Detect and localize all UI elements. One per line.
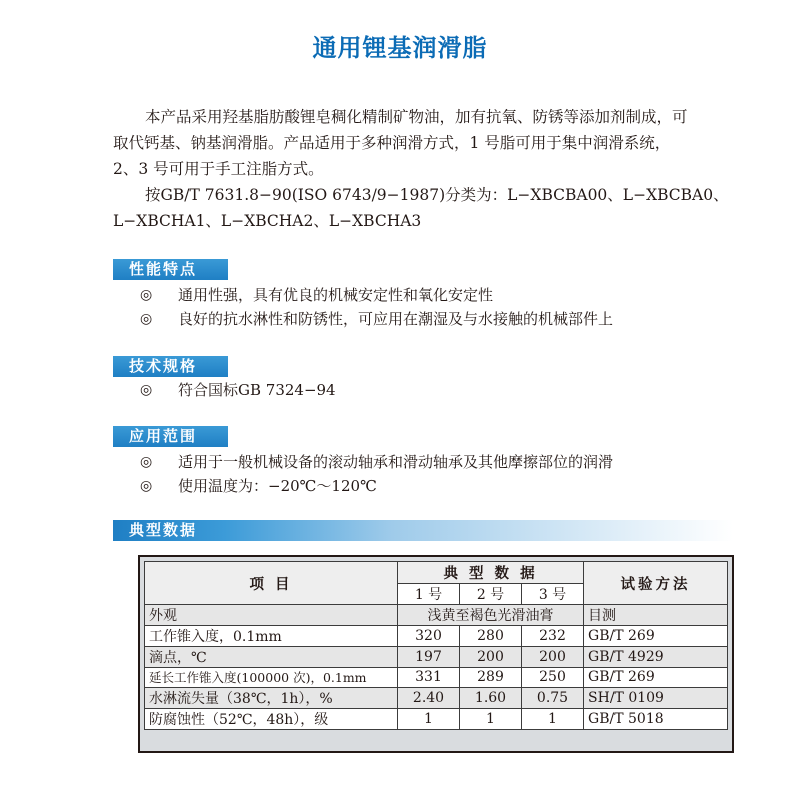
cell-value: 2.40 [398, 687, 460, 708]
cell-method: GB/T 269 [584, 626, 728, 647]
header-grade: 2 号 [460, 584, 522, 605]
bullet-icon: ◎ [140, 478, 153, 494]
cell-value: 200 [522, 647, 584, 668]
cell-method: 目测 [584, 605, 728, 626]
header-grade: 3 号 [522, 584, 584, 605]
cell-item: 滴点，℃ [145, 647, 398, 668]
table-row [145, 605, 728, 626]
page-title: 通用锂基润滑脂 [312, 34, 488, 62]
specs-list [140, 378, 760, 402]
header-method: 试验方法 [584, 562, 728, 605]
list-item [140, 450, 760, 474]
cell-value: 289 [460, 668, 522, 688]
bullet-icon: ◎ [140, 287, 153, 303]
cell-item: 防腐蚀性（52℃，48h），级 [145, 708, 398, 729]
cell-item: 工作锥入度，0.1mm [145, 626, 398, 647]
list-item [140, 474, 760, 498]
bullet-icon: ◎ [140, 454, 153, 470]
cell-item: 外观 [145, 605, 398, 626]
intro-line: L−XBCHA1、L−XBCHA2、L−XBCHA3 [113, 212, 422, 230]
cell-value: 0.75 [522, 687, 584, 708]
list-item-text: 通用性强，具有优良的机械安定性和氧化安定性 [178, 286, 494, 304]
cell-value: 320 [398, 626, 460, 647]
bullet-icon: ◎ [140, 311, 153, 327]
table-row [145, 687, 728, 708]
section-header-specs: 技术规格 [113, 356, 228, 377]
list-item-text: 使用温度为：−20℃～120℃ [178, 477, 377, 495]
cell-value: 331 [398, 668, 460, 688]
table-row [145, 708, 728, 729]
intro-line: 取代钙基、钠基润滑脂。产品适用于多种润滑方式，1 号脂可用于集中润滑系统， [113, 134, 671, 152]
cell-method: SH/T 0109 [584, 687, 728, 708]
cell-value: 浅黄至褐色光滑油膏 [398, 605, 584, 626]
header-item: 项 目 [145, 562, 398, 605]
cell-value: 1 [460, 708, 522, 729]
cell-value: 232 [522, 626, 584, 647]
cell-item: 水淋流失量（38℃，1h），% [145, 687, 398, 708]
cell-value: 200 [460, 647, 522, 668]
table-row [145, 647, 728, 668]
typical-data-table [144, 561, 728, 730]
bullet-icon: ◎ [140, 382, 153, 398]
list-item [140, 283, 760, 307]
list-item-text: 适用于一般机械设备的滚动轴承和滑动轴承及其他摩擦部位的润滑 [178, 453, 614, 471]
cell-value: 197 [398, 647, 460, 668]
cell-method: GB/T 269 [584, 668, 728, 688]
section-header-typical-data: 典型数据 [113, 520, 733, 541]
performance-list [140, 283, 760, 331]
list-item-text: 良好的抗水淋性和防锈性，可应用在潮湿及与水接触的机械部件上 [178, 310, 614, 328]
table-header-row [145, 562, 728, 584]
table-row [145, 626, 728, 647]
application-list [140, 450, 760, 498]
cell-method: GB/T 4929 [584, 647, 728, 668]
intro-line: 2、3 号可用于手工注脂方式。 [113, 160, 324, 178]
list-item-text: 符合国标GB 7324−94 [178, 381, 336, 399]
list-item [140, 307, 760, 331]
list-item [140, 378, 760, 402]
cell-value: 1.60 [460, 687, 522, 708]
cell-value: 1 [398, 708, 460, 729]
intro-line: 按GB/T 7631.8−90(ISO 6743/9−1987)分类为：L−XBCBA00、L−XBCBA0、 [145, 186, 729, 204]
cell-value: 1 [522, 708, 584, 729]
header-grade: 1 号 [398, 584, 460, 605]
header-typical: 典 型 数 据 [398, 562, 584, 584]
cell-method: GB/T 5018 [584, 708, 728, 729]
intro-paragraph [113, 104, 753, 234]
typical-data-table-frame [138, 555, 734, 753]
cell-value: 280 [460, 626, 522, 647]
section-header-application: 应用范围 [113, 426, 228, 447]
intro-line: 本产品采用羟基脂肪酸锂皂稠化精制矿物油，加有抗氧、防锈等添加剂制成，可 [145, 108, 688, 126]
cell-item: 延长工作锥入度(100000 次)，0.1mm [145, 668, 398, 688]
table-row [145, 668, 728, 688]
cell-value: 250 [522, 668, 584, 688]
section-header-performance: 性能特点 [113, 259, 228, 280]
